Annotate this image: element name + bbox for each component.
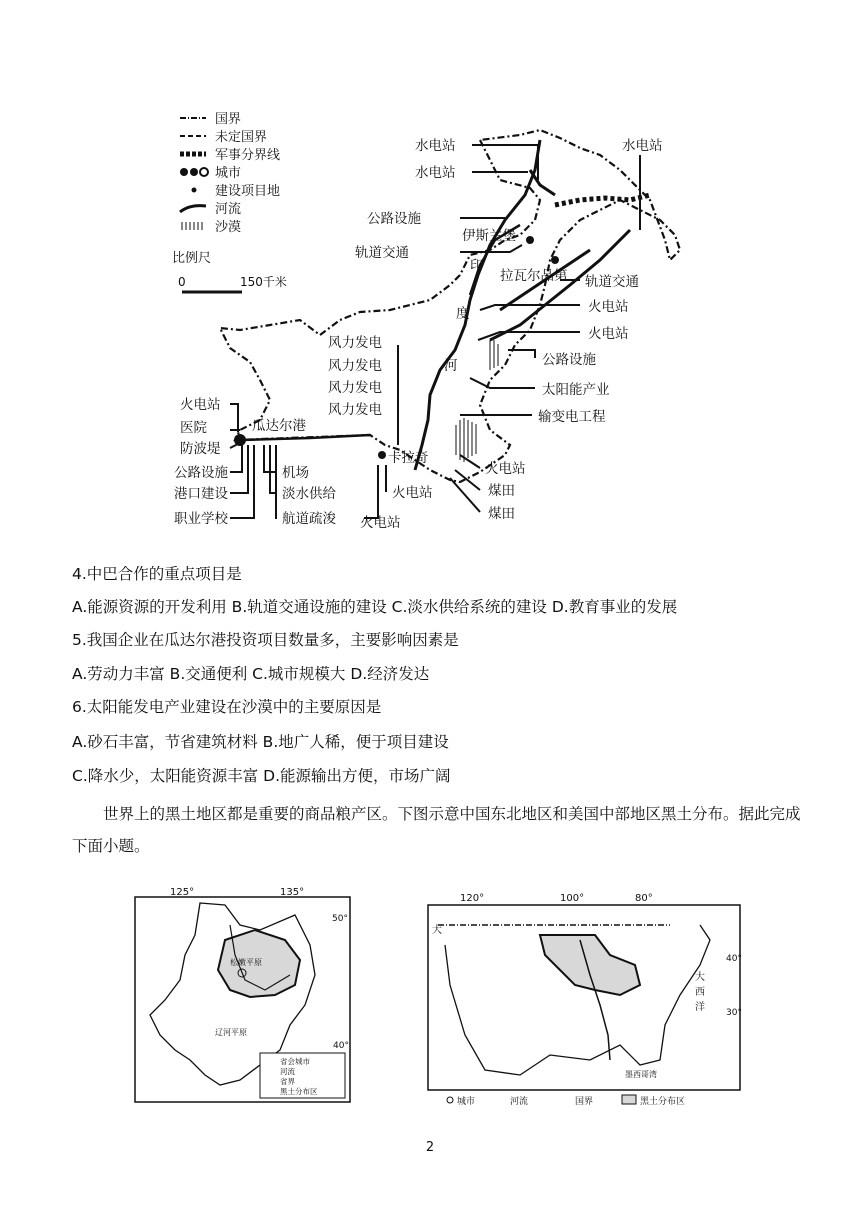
- project-label: 火电站: [360, 515, 401, 531]
- project-label: 公路设施: [174, 465, 228, 481]
- page-number: 2: [425, 1140, 435, 1155]
- legend-label: 河流: [215, 202, 242, 217]
- ocean-label: 大: [432, 925, 442, 936]
- project-label: 港口建设: [174, 486, 228, 502]
- lat-label: 30°: [726, 1008, 742, 1018]
- project-label: 火电站: [588, 326, 629, 342]
- legend-label: 未定国界: [215, 130, 268, 145]
- project-label: 医院: [180, 420, 207, 436]
- gulf-label: 墨西哥湾: [625, 1070, 657, 1079]
- lat-label: 40°: [726, 954, 742, 964]
- legend-label: 河流: [280, 1067, 295, 1076]
- plain-label: 松嫩平原: [230, 958, 262, 967]
- project-label: 风力发电: [328, 402, 382, 418]
- project-label: 风力发电: [328, 380, 382, 396]
- northeast-china-map: [130, 885, 360, 1110]
- project-label: 航道疏浚: [282, 511, 336, 527]
- desert-area: [456, 340, 498, 462]
- legend-border-symbol: [180, 118, 206, 154]
- legend-label: 省会城市: [280, 1057, 310, 1066]
- plain-label: 辽河平原: [215, 1028, 247, 1037]
- project-label: 水电站: [622, 138, 663, 154]
- project-label: 水电站: [415, 138, 456, 154]
- city-karachi: [378, 451, 386, 459]
- lat-label: 50°: [332, 914, 348, 924]
- legend-label: 军事分界线: [215, 148, 281, 163]
- military-line: [555, 195, 650, 205]
- project-label: 风力发电: [328, 335, 382, 351]
- scale-value: 150千米: [240, 275, 287, 289]
- river-label: 河: [444, 358, 458, 374]
- legend-label: 黑土分布区: [640, 1097, 686, 1107]
- map3-legend: [447, 1095, 685, 1107]
- lat-label: 40°: [333, 1041, 349, 1051]
- city-islamabad: [526, 236, 534, 244]
- scale-title: 比例尺: [172, 251, 212, 266]
- project-label: 火电站: [588, 299, 629, 315]
- question-6-options: A.砂石丰富，节省建筑材料 B.地广人稀，便于项目建设: [72, 733, 449, 751]
- city-label: 卡拉奇: [388, 450, 429, 466]
- question-6-options-2: C.降水少，太阳能资源丰富 D.能源输出方便，市场广阔: [72, 767, 451, 785]
- scale-zero: 0: [178, 275, 186, 289]
- project-label: 太阳能产业: [542, 382, 610, 398]
- question-5-options: A.劳动力丰富 B.交通便利 C.城市规模大 D.经济发达: [72, 665, 430, 683]
- legend-label: 国界: [575, 1097, 594, 1107]
- legend-label: 城市: [457, 1097, 476, 1107]
- ocean-label: 西: [695, 987, 705, 998]
- ocean-label: 大: [695, 972, 705, 983]
- project-label: 机场: [282, 465, 309, 481]
- legend-label: 河流: [510, 1097, 529, 1107]
- project-label: 水电站: [415, 165, 456, 181]
- lon-label: 100°: [560, 893, 585, 904]
- legend-label: 国界: [215, 112, 242, 127]
- river-label: 印: [470, 258, 484, 274]
- passage-text: 世界上的黑土地区都是重要的商品粮产区。下图示意中国东北地区和美国中部地区黑土分布。据此完成下面小题。: [72, 805, 801, 855]
- legend-river-symbol: [180, 206, 206, 212]
- city-label: 瓜达尔港: [252, 418, 306, 434]
- project-label: 火电站: [180, 397, 221, 413]
- project-label: 防波堤: [180, 441, 221, 457]
- project-label: 输变电工程: [538, 409, 606, 425]
- lon-label: 80°: [635, 893, 653, 904]
- project-label: 淡水供给: [282, 486, 336, 502]
- lon-label: 120°: [460, 893, 485, 904]
- legend-label: 沙漠: [215, 220, 242, 235]
- legend-label: 黑土分布区: [280, 1087, 318, 1096]
- legend-label: 城市: [215, 166, 242, 181]
- legend-label: 省界: [280, 1077, 295, 1086]
- question-4-stem: 4.中巴合作的重点项目是: [72, 565, 242, 583]
- legend-project-symbol: [192, 188, 197, 193]
- question-5-stem: 5.我国企业在瓜达尔港投资项目数量多，主要影响因素是: [72, 631, 459, 649]
- project-label: 轨道交通: [355, 245, 409, 261]
- project-label: 火电站: [485, 461, 526, 477]
- project-label: 煤田: [488, 483, 515, 499]
- lon-label: 125°: [170, 887, 195, 898]
- question-6-stem: 6.太阳能发电产业建设在沙漠中的主要原因是: [72, 698, 382, 716]
- project-label: 煤田: [488, 506, 515, 522]
- city-label: 伊斯兰堡: [462, 228, 516, 244]
- project-label: 轨道交通: [585, 274, 639, 290]
- city-lahore: [551, 256, 559, 264]
- question-4-options: A.能源资源的开发利用 B.轨道交通设施的建设 C.淡水供给系统的建设 D.教育事业的发展: [72, 598, 678, 616]
- project-label: 公路设施: [542, 352, 596, 368]
- project-label: 火电站: [392, 485, 433, 501]
- legend-label: 建设项目地: [215, 184, 281, 199]
- ocean-label: 洋: [695, 1002, 705, 1013]
- pakistan-project-map: [160, 100, 700, 540]
- lon-label: 135°: [280, 887, 305, 898]
- city-label: 拉瓦尔品第: [500, 268, 568, 284]
- project-label: 风力发电: [328, 358, 382, 374]
- project-label: 职业学校: [174, 511, 228, 527]
- legend-city-symbol: [180, 168, 208, 176]
- river-label: 度: [456, 306, 470, 322]
- legend-desert-symbol: [182, 222, 202, 230]
- us-central-map: [410, 885, 755, 1115]
- map-legend: [172, 112, 287, 292]
- project-label: 公路设施: [367, 211, 421, 227]
